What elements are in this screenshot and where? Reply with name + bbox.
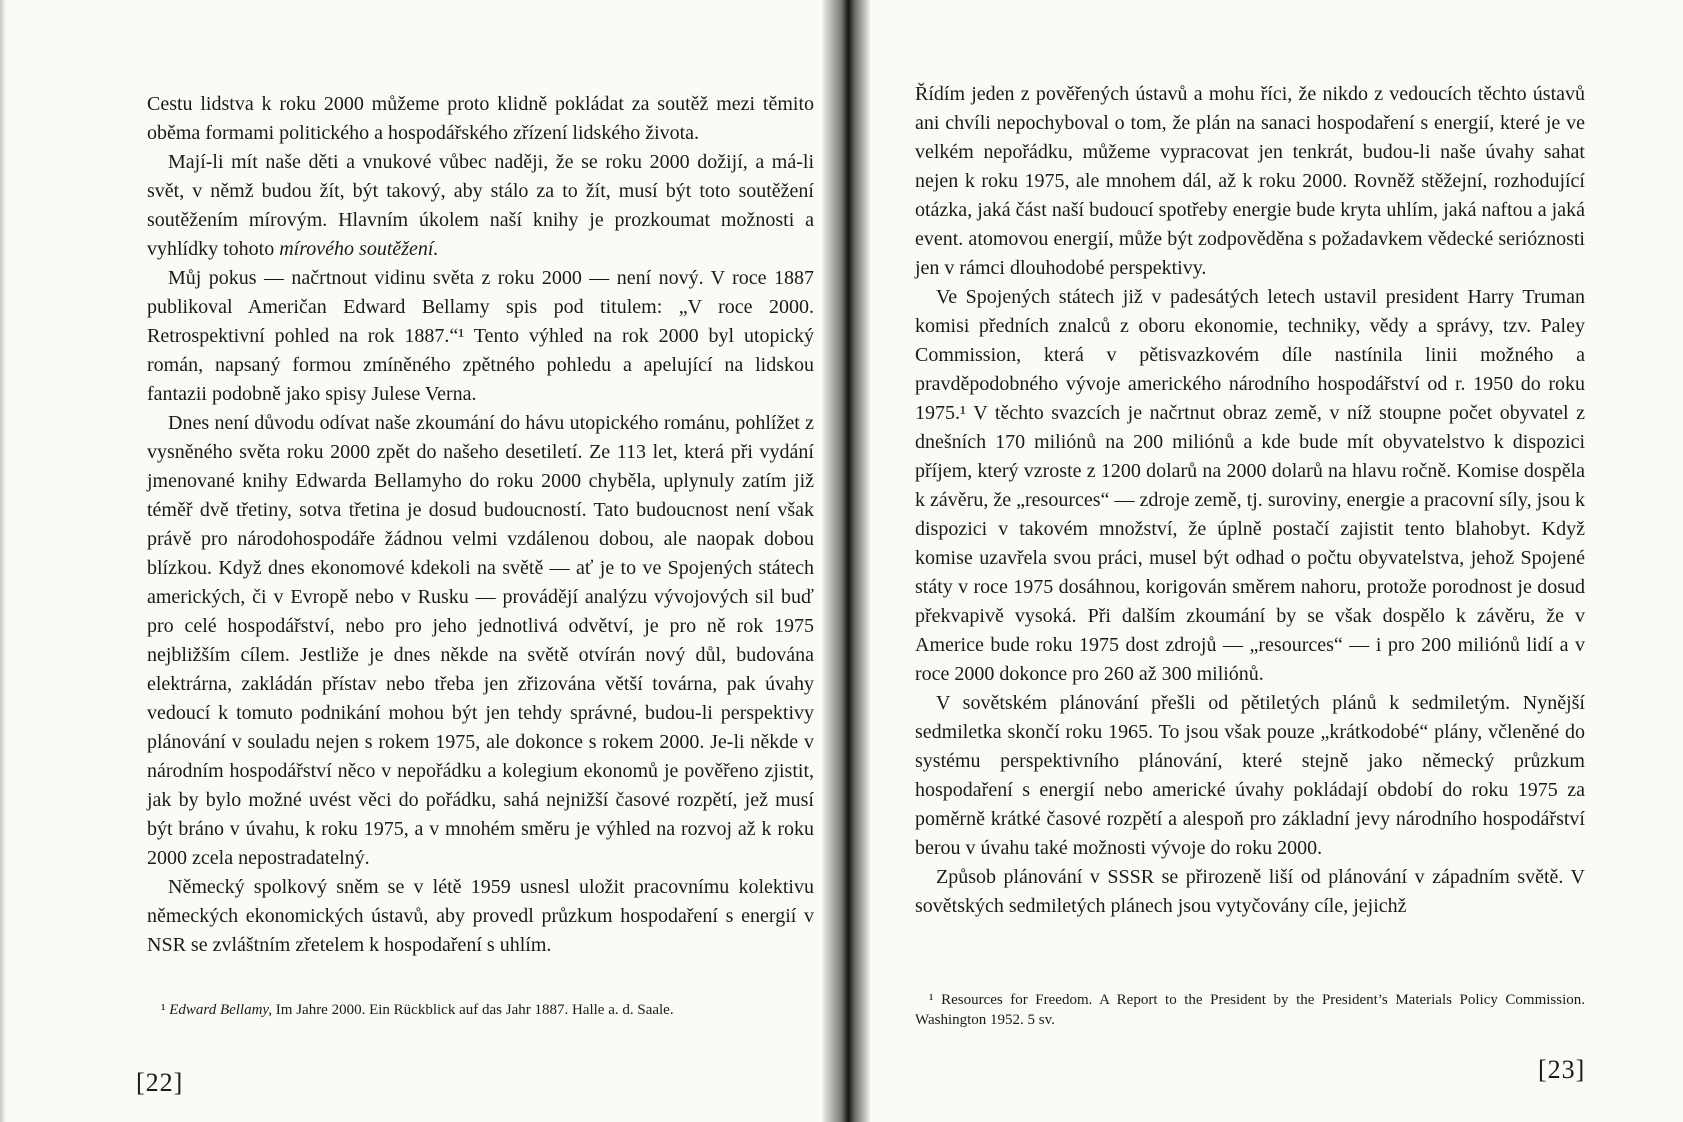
paragraph: Způsob plánování v SSSR se přirozeně liší od plánování v západním světě. V sovětských sedmiletých plánech jsou vytyčovány cíle, jejichž bbox=[915, 866, 1585, 917]
paragraph: Řídím jeden z pověřených ústavů a mohu říci, že nikdo z vedoucích těchto ústavů ani chvíli nepochyboval o tom, že plán na sanaci hospodaření s energií, které je ve velkém nepořádku, můžeme vypracovat jen tenkrát, budou-li naše úvahy sahat nejen k roku 1975, ale mnohem dál, až k roku 2000. Rovněž stěžejní, rozhodující otázka, jaká část naší budoucí spotřeby energie bude kryta uhlím, jaká naftou a jaká event. atomovou energií, může být zodpověděna s požadavkem vědecké serióznosti jen v rámci dlouhodobé perspektivy. bbox=[915, 83, 1585, 279]
paragraph: V sovětském plánování přešli od pětiletých plánů k sedmiletým. Nynější sedmiletka skončí roku 1965. To jsou však pouze „krátkodobé“ plány, včleněné do systému perspektivního plánování, které stejně jako německý průzkum hospodaření s energií nebo americké úvahy pokládají období do roku 1975 za poměrně krátké časové rozpětí a alespoň pro základní jevy národního hospodářství berou v úvahu také možnosti vývoje do roku 2000. bbox=[915, 692, 1585, 859]
paragraph: Můj pokus — načrtnout vidinu světa z roku 2000 — není nový. V roce 1887 publikoval Američan Edward Bellamy spis pod titulem: „V roce 2000. Retrospektivní pohled na rok 1887.“¹ Tento výhled na rok 2000 byl utopický román, napsaný formou zmíněného zpětného pohledu a apelující na lidskou fantazii podobně jako spisy Julese Verna. bbox=[147, 267, 814, 405]
page-number-right: [23] bbox=[1538, 1055, 1586, 1084]
left-footnote bbox=[147, 1000, 814, 1020]
footnote-author: Edward Bellamy, bbox=[169, 1002, 273, 1018]
left-page bbox=[0, 0, 822, 1122]
book-gutter bbox=[822, 0, 870, 1122]
footnote-text bbox=[147, 1000, 814, 1020]
page-number-left: [22] bbox=[136, 1068, 184, 1097]
paragraph: Ve Spojených státech již v padesátých letech ustavil president Harry Truman komisi předních znalců z oboru ekonomie, techniky, vědy a správy, tzv. Paley Commission, která v pětisvazkovém díle nastínila linii možného a pravděpodobného vývoje amerického národního hospodářství od r. 1950 do roku 1975.¹ V těchto svazcích je načrtnut obraz země, v níž stoupne počet obyvatel z dnešních 170 miliónů na 200 miliónů a kde bude mít obyvatelstvo k dispozici příjem, který vzroste z 1200 dolarů na 2000 dolarů na hlavu ročně. Komise dospěla k závěru, že „resources“ — zdroje země, tj. suroviny, energie a pracovní síly, jsou k dispozici v takovém množství, že úplně postačí zajistit tento blahobyt. Když komise uzavřela svou práci, musel být odhad o počtu obyvatelstva, jehož Spojené státy v roce 1975 dosáhnou, korigován směrem nahoru, protože porodnost je dosud překvapivě vysoká. Při dalším zkoumání by se však dospělo k závěru, že v Americe bude roku 1975 dost zdrojů — „resources“ — i pro 200 miliónů lidí a v roce 2000 dokonce pro 260 až 300 miliónů. bbox=[915, 286, 1585, 685]
footnote-mark: ¹ bbox=[161, 1002, 166, 1018]
footnote-rest: Im Jahre 2000. Ein Rückblick auf das Jahr 1887. Halle a. d. Saale. bbox=[275, 1002, 674, 1018]
paragraph: Cestu lidstva k roku 2000 můžeme proto klidně pokládat za soutěž mezi těmito oběma formami politického a hospodářského zřízení lidského života. bbox=[147, 93, 814, 144]
paragraph bbox=[147, 148, 814, 264]
right-footnote bbox=[915, 990, 1585, 1030]
left-page-body bbox=[147, 90, 814, 960]
footnote-mark: ¹ bbox=[929, 992, 934, 1008]
right-page bbox=[870, 0, 1683, 1122]
footnote-text bbox=[915, 990, 1585, 1030]
right-page-body bbox=[915, 80, 1585, 921]
paragraph: Dnes není důvodu odívat naše zkoumání do hávu utopického románu, pohlížet z vysněného světa roku 2000 zpět do našeho desetiletí. Ze 113 let, která při vydání jmenované knihy Edwarda Bellamyho do roku 2000 chyběla, uplynuly zatím již téměř dvě třetiny, sotva třetina je dosud budoucností. Tato budoucnost není však právě pro národohospodáře žádnou velmi vzdálenou dobou, ale naopak dobou blízkou. Když dnes ekonomové kdekoli na světě — ať je to ve Spojených státech amerických, či v Evropě nebo v Rusku — provádějí analýzu vývojových sil buď pro celé hospodářství, nebo pro jeho jednotlivá odvětví, je pro ně rok 1975 nejbližším cílem. Jestliže je dnes někde na světě otvírán nový důl, budována elektrárna, zakládán přístav nebo třeba jen zřizována větší továrna, pak úvahy vedoucí k tomuto podnikání mohou být jen tehdy správné, budou-li perspektivy plánování v souladu nejen s rokem 1975, ale dokonce s rokem 2000. Je-li někde v národním hospodářství něco v nepořádku a kolegium ekonomů je pověřeno zjistit, jak by bylo možné uvést věci do pořádku, sahá nejnižší časové rozpětí, jež musí být bráno v úvahu, k roku 1975, a v mnohém směru je výhled na rozvoj až k roku 2000 zcela nepostradatelný. bbox=[147, 412, 814, 869]
footnote-body: Resources for Freedom. A Report to the President by the President’s Materials Policy Commission. Washington 1952. 5 sv. bbox=[915, 992, 1586, 1028]
paragraph-text: Mají-li mít naše děti a vnukové vůbec naději, že se roku 2000 dožijí, a má-li svět, v němž budou žít, být takový, aby stálo za to žít, musí být toto soutěžení soutěžením mírovým. Hlavním úkolem naší knihy je prozkoumat možnosti a vyhlídky tohoto bbox=[147, 151, 814, 260]
paragraph: Německý spolkový sněm se v létě 1959 usnesl uložit pracovnímu kolektivu německých ekonomických ústavů, aby provedl průzkum hospodaření s energií v NSR se zvláštním zřetelem k hospodaření s uhlím. bbox=[147, 876, 814, 956]
emphasis-text: mírového soutěžení. bbox=[279, 238, 439, 260]
